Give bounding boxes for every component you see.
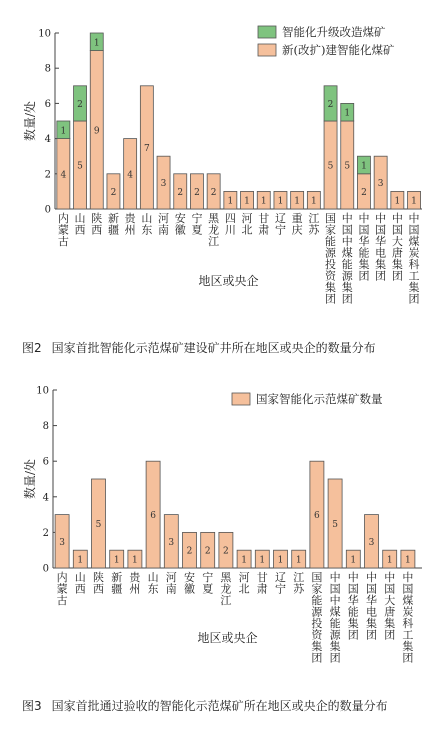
bar-value-label: 1 (405, 555, 411, 566)
bar-value-label: 1 (294, 196, 301, 207)
x-tick-label: 山西 (74, 212, 86, 237)
x-tick-label: 中国大唐集团 (384, 571, 396, 642)
bar-value-label: 1 (344, 108, 351, 119)
x-tick-label: 辽宁 (274, 212, 286, 237)
bar-value-label: 6 (314, 511, 320, 522)
bar-value-label: 5 (327, 161, 334, 172)
bar-value-label: 1 (310, 196, 317, 207)
bar-value-label: 2 (327, 99, 334, 110)
x-tick-label: 江苏 (293, 571, 305, 596)
legend-label: 新(改扩)建智能化煤矿 (282, 43, 395, 57)
bar-value-label: 7 (143, 143, 150, 154)
x-tick-label: 贵州 (124, 212, 136, 237)
legend-swatch (258, 26, 276, 38)
x-tick-label: 中国中煤能源集团 (341, 212, 353, 306)
bar-value-label: 3 (377, 179, 384, 190)
y-tick-label: 0 (44, 204, 51, 216)
bar-value-label: 1 (361, 161, 367, 172)
bar-value-label: 1 (60, 126, 67, 137)
x-tick-label: 山西 (74, 571, 86, 596)
bar-value-label: 1 (241, 555, 247, 566)
x-tick-label: 中国中煤能源集团 (329, 571, 341, 665)
x-tick-label: 黑龙江 (208, 212, 220, 248)
x-tick-label: 安徽 (174, 212, 186, 237)
legend-swatch (232, 393, 250, 405)
bar-value-label: 2 (110, 187, 117, 198)
figure-2-caption (22, 339, 376, 356)
x-tick-label: 河南 (158, 212, 170, 237)
figure-2-caption-text: 国家首批智能化示范煤矿建设矿井所在地区或央企的数量分布 (51, 341, 376, 355)
x-tick-label: 中国华能集团 (358, 212, 370, 283)
bar-value-label: 5 (344, 161, 351, 172)
x-tick-label: 重庆 (291, 212, 303, 237)
bar-value-label: 2 (77, 99, 83, 110)
x-tick-label: 甘肃 (258, 212, 270, 237)
y-tick-label: 8 (44, 63, 51, 75)
x-tick-label: 中国华能集团 (347, 571, 359, 642)
x-tick-label: 河南 (165, 571, 177, 596)
bar-value-label: 2 (186, 546, 193, 557)
figure-3-number: 图3 (22, 699, 42, 713)
x-tick-label: 陕西 (93, 571, 104, 596)
y-tick-label: 10 (38, 28, 51, 40)
bar-value-label: 3 (160, 179, 167, 190)
x-tick-label: 中国华电集团 (375, 212, 387, 283)
bar-value-label: 5 (77, 161, 83, 172)
x-tick-label: 宁夏 (202, 571, 214, 596)
y-tick-label: 6 (44, 98, 51, 110)
bar-value-label: 1 (259, 555, 266, 566)
x-tick-label: 山东 (147, 571, 159, 596)
bar-value-label: 1 (277, 196, 284, 207)
bar-value-label: 6 (150, 511, 156, 522)
y-axis-title: 数量/处 (23, 458, 37, 500)
figure-3-caption-text: 国家首批通过验收的智能化示范煤矿所在地区或央企的数量分布 (51, 699, 388, 713)
y-tick-label: 10 (36, 385, 49, 397)
bar-value-label: 1 (277, 555, 284, 566)
x-tick-label: 安徽 (184, 571, 195, 596)
bar-value-label: 2 (194, 187, 200, 198)
legend-label: 国家智能化示范煤矿数量 (256, 392, 383, 406)
bar-value-label: 4 (127, 170, 134, 181)
bar-value-label: 3 (168, 537, 175, 548)
y-tick-label: 4 (44, 134, 51, 146)
x-tick-label: 河北 (241, 212, 253, 237)
x-tick-label: 国家能源投资集团 (311, 571, 323, 665)
figure-3-chart (0, 370, 436, 690)
x-tick-label: 中国大唐集团 (391, 212, 403, 283)
bar-value-label: 9 (93, 126, 100, 137)
bar-value-label: 1 (350, 555, 357, 566)
x-tick-label: 山东 (141, 212, 153, 237)
bar-value-label: 1 (295, 555, 302, 566)
bar-value-label: 1 (77, 555, 84, 566)
x-tick-label: 辽宁 (275, 571, 286, 596)
bar-value-label: 3 (59, 537, 65, 548)
figure-2-number: 图2 (22, 341, 42, 355)
y-tick-label: 0 (42, 563, 49, 575)
y-tick-label: 2 (42, 527, 49, 539)
bar-value-label: 1 (394, 196, 401, 207)
x-tick-label: 内蒙古 (57, 212, 69, 248)
x-tick-label: 陕西 (91, 212, 103, 237)
bar-value-label: 3 (368, 537, 375, 548)
bar-value-label: 1 (227, 196, 234, 207)
bar-value-label: 1 (386, 555, 393, 566)
bar-value-label: 5 (332, 520, 338, 530)
figure-3 (0, 370, 436, 740)
x-tick-label: 甘肃 (256, 571, 268, 596)
bar-value-label: 1 (411, 196, 417, 207)
bar-value-label: 2 (361, 187, 367, 198)
x-tick-label: 河北 (238, 571, 250, 596)
bar-value-label: 1 (113, 555, 120, 566)
x-tick-label: 宁夏 (191, 212, 203, 237)
bar-value-label: 2 (223, 546, 229, 557)
bar-value-label: 1 (244, 196, 250, 207)
x-tick-label: 中国华电集团 (366, 571, 377, 642)
legend-swatch (258, 44, 276, 56)
x-tick-label: 黑龙江 (220, 571, 232, 607)
x-tick-label: 中国煤炭科工集团 (408, 212, 420, 306)
bar-value-label: 4 (60, 170, 67, 181)
figure-2-chart (0, 0, 436, 335)
x-tick-label: 新疆 (111, 571, 123, 596)
bar-value-label: 1 (260, 196, 267, 207)
y-tick-label: 2 (44, 169, 51, 181)
bar-value-label: 2 (210, 187, 217, 198)
y-tick-label: 6 (42, 456, 49, 468)
bar-value-label: 5 (95, 520, 102, 530)
x-tick-label: 中国煤炭科工集团 (402, 571, 414, 665)
x-tick-label: 四川 (224, 212, 236, 237)
x-axis-title: 地区或央企 (197, 631, 258, 645)
x-axis-title: 地区或央企 (198, 274, 259, 288)
figure-3-caption (22, 697, 388, 714)
x-tick-label: 新疆 (107, 212, 119, 237)
y-tick-label: 8 (42, 421, 49, 433)
x-tick-label: 内蒙古 (56, 571, 68, 607)
x-tick-label: 国家能源投资集团 (325, 212, 337, 306)
y-axis-title: 数量/处 (23, 100, 37, 142)
bar-value-label: 2 (177, 187, 184, 198)
bar-value-label: 1 (93, 38, 100, 49)
y-tick-label: 4 (42, 492, 49, 504)
legend-label: 智能化升级改造煤矿 (282, 25, 386, 39)
x-tick-label: 江苏 (308, 212, 320, 237)
bar-value-label: 2 (204, 546, 211, 557)
bar-value-label: 1 (132, 555, 138, 566)
x-tick-label: 贵州 (129, 571, 141, 596)
